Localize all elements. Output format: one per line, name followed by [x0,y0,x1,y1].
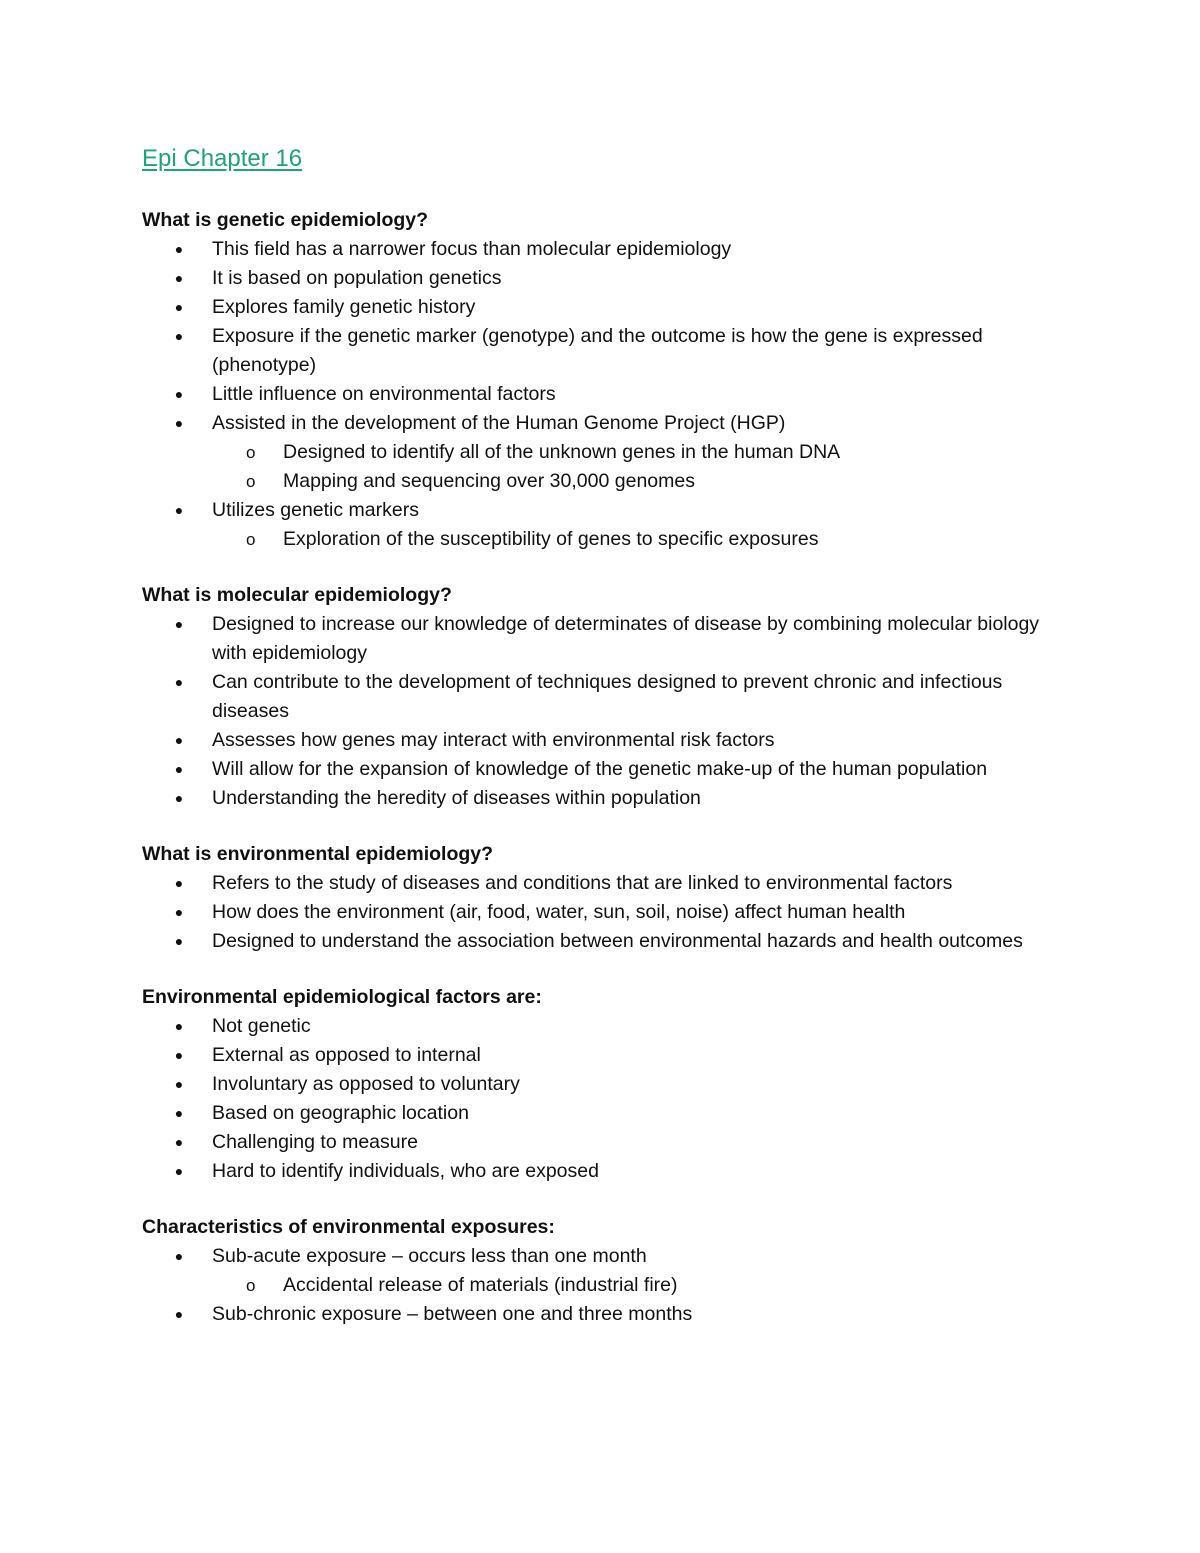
sub-list-item-text: Exploration of the susceptibility of genes to specific exposures [283,528,819,550]
list-item [142,1128,1072,1157]
sub-list-item [212,438,1072,467]
bullet-icon: ● [174,790,184,806]
sub-bullet-list [212,438,1072,496]
bullet-list [142,610,1072,813]
section-heading: What is molecular epidemiology? [142,584,452,606]
bullet-icon: ● [174,386,184,402]
list-item-text: Understanding the heredity of diseases within population [212,787,701,809]
list-item-text: Utilizes genetic markers [212,499,419,521]
section-heading: Environmental epidemiological factors are: [142,986,542,1008]
section [142,840,1072,956]
bullet-icon: ● [174,674,184,690]
sub-list-item [212,525,1072,554]
list-item-text: Explores family genetic history [212,296,476,318]
list-item [142,1242,1072,1300]
bullet-icon: ● [174,270,184,286]
list-item-text: Sub-chronic exposure – between one and three months [212,1303,693,1325]
list-item [142,380,1072,409]
list-item-text: This field has a narrower focus than molecular epidemiology [212,238,732,260]
bullet-icon: ● [174,1105,184,1121]
list-item-text: Will allow for the expansion of knowledge of the genetic make-up of the human population [212,758,988,780]
list-item-text: Can contribute to the development of techniques designed to prevent chronic and infectious diseases [212,671,1003,722]
bullet-list [142,1242,1072,1329]
list-item-text: It is based on population genetics [212,267,502,289]
list-item-text: Hard to identify individuals, who are exposed [212,1160,599,1182]
list-item [142,755,1072,784]
sub-list-item [212,467,1072,496]
list-item-text: Assisted in the development of the Human Genome Project (HGP) [212,412,786,434]
section-heading: What is environmental epidemiology? [142,843,494,865]
bullet-icon: ● [174,904,184,920]
list-item [142,1157,1072,1186]
circle-bullet-icon: o [246,443,256,462]
sub-bullet-list [212,525,1072,554]
sub-list-item-text: Accidental release of materials (industrial fire) [283,1274,678,1296]
bullet-icon: ● [174,732,184,748]
bullet-list [142,869,1072,956]
circle-bullet-icon: o [246,530,256,549]
list-item [142,409,1072,496]
section [142,206,1072,554]
bullet-icon: ● [174,616,184,632]
list-item-text: External as opposed to internal [212,1044,481,1066]
list-item-text: Refers to the study of diseases and conditions that are linked to environmental factors [212,872,953,894]
bullet-icon: ● [174,241,184,257]
bullet-icon: ● [174,415,184,431]
list-item-text: Designed to understand the association between environmental hazards and health outcomes [212,930,1023,952]
bullet-icon: ● [174,299,184,315]
bullet-list [142,235,1072,554]
list-item-text: Challenging to measure [212,1131,418,1153]
list-item [142,869,1072,898]
list-item [142,1070,1072,1099]
bullet-icon: ● [174,1248,184,1264]
sub-bullet-list [212,1271,1072,1300]
sub-list-item [212,1271,1072,1300]
list-item [142,235,1072,264]
list-item [142,898,1072,927]
list-item-text: Involuntary as opposed to voluntary [212,1073,520,1095]
bullet-icon: ● [174,933,184,949]
bullet-icon: ● [174,1018,184,1034]
list-item [142,784,1072,813]
list-item [142,668,1072,726]
list-item [142,726,1072,755]
list-item [142,927,1072,956]
bullet-icon: ● [174,1076,184,1092]
sections-container [142,206,1072,1329]
section-heading: What is genetic epidemiology? [142,209,429,231]
list-item [142,496,1072,554]
section [142,983,1072,1186]
bullet-list [142,1012,1072,1186]
bullet-icon: ● [174,1306,184,1322]
bullet-icon: ● [174,875,184,891]
bullet-icon: ● [174,761,184,777]
list-item [142,264,1072,293]
section [142,1213,1072,1329]
list-item-text: Designed to increase our knowledge of determinates of disease by combining molecular biology with epidemiology [212,613,1040,664]
sub-list-item-text: Designed to identify all of the unknown genes in the human DNA [283,441,841,463]
list-item-text: Assesses how genes may interact with environmental risk factors [212,729,775,751]
list-item-text: Not genetic [212,1015,311,1037]
document-page [142,138,1072,1356]
section-heading: Characteristics of environmental exposures: [142,1216,555,1238]
list-item-text: Sub-acute exposure – occurs less than one month [212,1245,647,1267]
list-item [142,1300,1072,1329]
sub-list-item-text: Mapping and sequencing over 30,000 genomes [283,470,695,492]
section [142,581,1072,813]
list-item [142,1012,1072,1041]
circle-bullet-icon: o [246,1276,256,1295]
list-item-text: Based on geographic location [212,1102,469,1124]
bullet-icon: ● [174,1163,184,1179]
document-title: Epi Chapter 16 [142,145,303,172]
bullet-icon: ● [174,1134,184,1150]
list-item-text: Exposure if the genetic marker (genotype) and the outcome is how the gene is expressed (phenotype) [212,325,983,376]
list-item-text: Little influence on environmental factors [212,383,556,405]
list-item [142,1099,1072,1128]
bullet-icon: ● [174,1047,184,1063]
list-item [142,293,1072,322]
list-item [142,610,1072,668]
list-item [142,1041,1072,1070]
bullet-icon: ● [174,502,184,518]
list-item-text: How does the environment (air, food, water, sun, soil, noise) affect human health [212,901,906,923]
bullet-icon: ● [174,328,184,344]
list-item [142,322,1072,380]
circle-bullet-icon: o [246,472,256,491]
